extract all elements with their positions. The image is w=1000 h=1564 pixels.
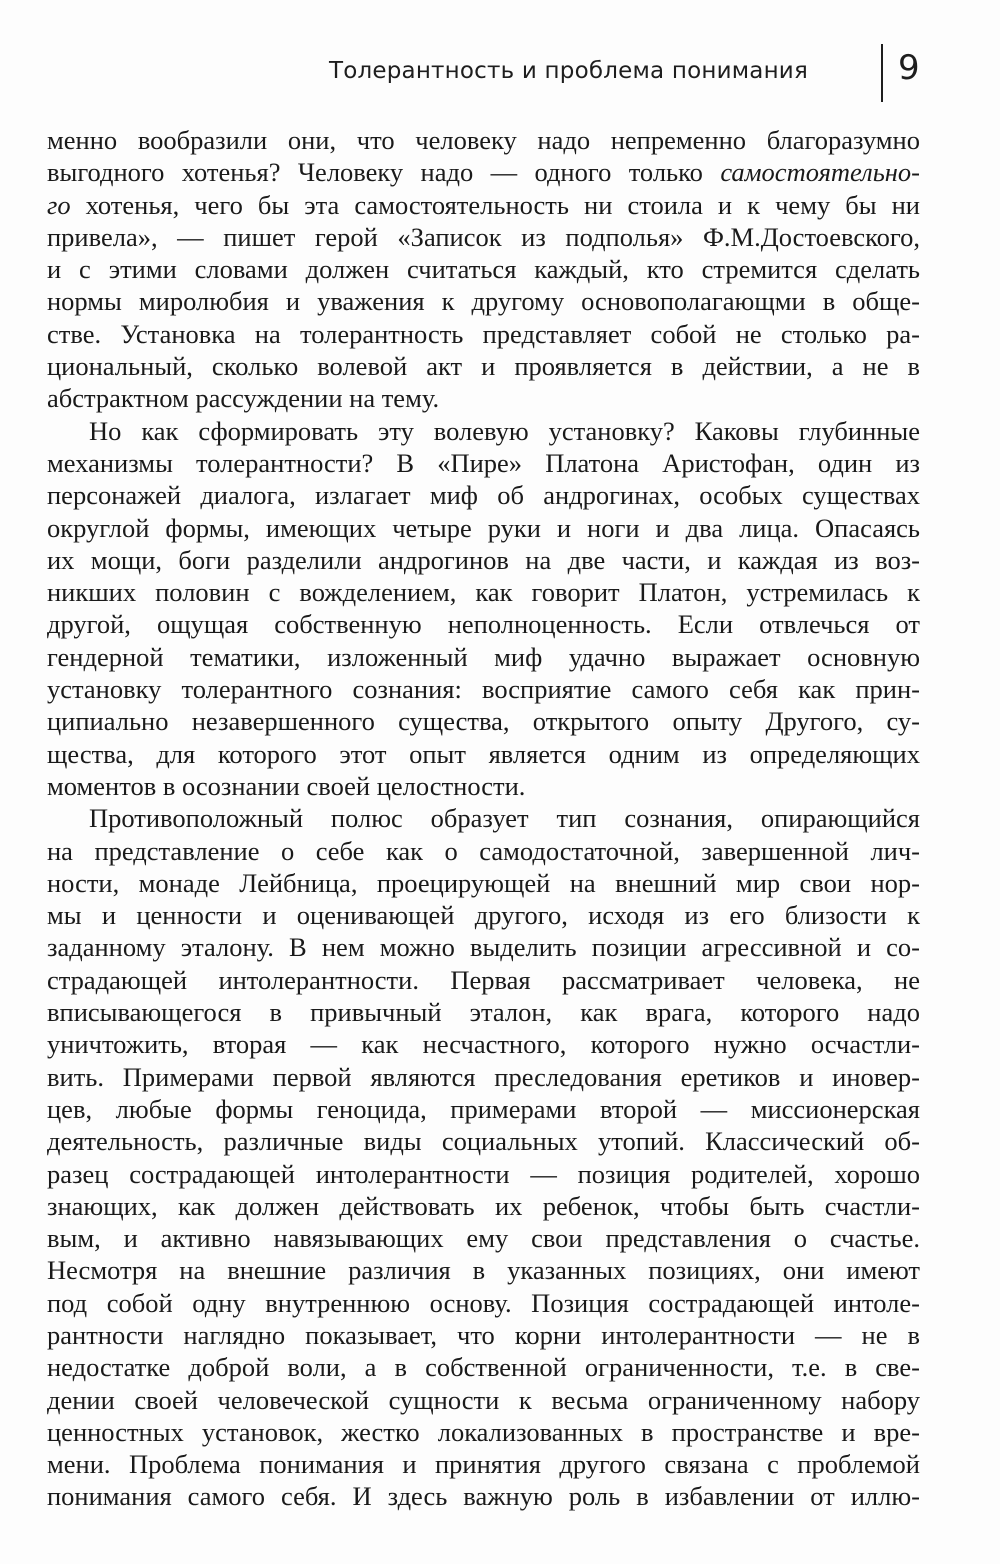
paragraph-2 xyxy=(47,415,920,803)
text-line: разец сострадающей интолерантности — позиция родителей, хорошо xyxy=(47,1158,920,1189)
text-line: недостатке доброй воли, а в собственной ограниченности, т.е. в све- xyxy=(47,1352,920,1383)
text-line: ности, монаде Лейбница, проецирующей на внешний мир свои нор- xyxy=(47,867,920,898)
text-line: уничтожить, вторая — как несчастного, которого нужно осчастли- xyxy=(47,1029,920,1060)
text-line: Несмотря на внешние различия в указанных позициях, они имеют xyxy=(47,1255,920,1286)
text-line: щества, для которого этот опыт является одним из определяющих xyxy=(47,738,920,769)
text-line: понимания самого себя. И здесь важную роль в избавлении от иллю- xyxy=(47,1481,920,1512)
text-line: мени. Проблема понимания и принятия другого связана с проблемой xyxy=(47,1449,920,1480)
text-line: го хотенья, чего бы эта самостоятельность ни стоила и к чему бы ни xyxy=(47,189,920,220)
text-line: дении своей человеческой сущности к весьма ограниченному набору xyxy=(47,1384,920,1415)
text-line: привела», — пишет герой «Записок из подполья» Ф.М.Достоевского, xyxy=(47,221,920,252)
text-line: механизмы толерантности? В «Пире» Платона Аристофан, один из xyxy=(47,447,920,478)
text-line: вым, и активно навязывающих ему свои представления о счастье. xyxy=(47,1223,920,1254)
text-line: Но как сформировать эту волевую установку? Каковы глубинные xyxy=(89,415,920,446)
text-line: их мощи, боги разделили андрогинов на две части, и каждая из воз- xyxy=(47,544,920,575)
italic-text: го xyxy=(47,189,71,220)
text-line: установку толерантного сознания: восприятие самого себя как прин- xyxy=(47,674,920,705)
text-line: абстрактном рассуждении на тему. xyxy=(47,383,440,414)
text-line: никших половин с вожделением, как говорит Платон, устремилась к xyxy=(47,577,920,608)
text-line: вписывающегося в привычный эталон, как врага, которого надо xyxy=(47,997,920,1028)
text-line: ципиально незавершенного существа, открытого опыту Другого, су- xyxy=(47,706,920,737)
text-line: Противоположный полюс образует тип сознания, опирающийся xyxy=(89,803,920,834)
text-line: нормы миролюбия и уважения к другому основополагающми в обще- xyxy=(47,286,920,317)
body-text xyxy=(47,124,920,1513)
text-line: цев, любые формы геноцида, примерами второй — миссионерская xyxy=(47,1093,920,1124)
text-line: на представление о себе как о самодостаточной, завершенной лич- xyxy=(47,835,920,866)
text-line: округлой формы, имеющих четыре руки и ноги и два лица. Опасаясь xyxy=(47,512,920,543)
text-line: под собой одну внутреннюю основу. Позиция сострадающей интоле- xyxy=(47,1287,920,1318)
text-line: вить. Примерами первой являются преследования еретиков и иновер- xyxy=(47,1061,920,1092)
text-line: знающих, как должен действовать их ребенок, чтобы быть счастли- xyxy=(47,1190,920,1221)
text-line: стве. Установка на толерантность представляет собой не столько ра- xyxy=(47,318,920,349)
text-line: менно вообразили они, что человеку надо непременно благоразумно xyxy=(47,125,920,155)
text-line: деятельность, различные виды социальных утопий. Классический об- xyxy=(47,1126,920,1157)
text-line: страдающей интолерантности. Первая рассматривает человека, не xyxy=(47,964,920,995)
running-head-title: Толерантность и проблема понимания xyxy=(328,58,808,84)
text-line: другой, ощущая собственную неполноценность. Если отвлечься от xyxy=(47,609,920,640)
page-number: 9 xyxy=(898,48,920,88)
italic-text: самостоятельно- xyxy=(720,157,920,188)
text-line: заданному эталону. В нем можно выделить позиции агрессивной и со- xyxy=(47,932,920,963)
text-line: рантности наглядно показывает, что корни интолерантности — не в xyxy=(47,1319,920,1350)
paragraph-3 xyxy=(47,802,920,1513)
paragraph-1 xyxy=(47,124,920,415)
text-line: циональный, сколько волевой акт и проявляется в действии, а не в xyxy=(47,351,920,382)
text-line: и с этими словами должен считаться каждый, кто стремится сделать xyxy=(47,254,920,285)
text-line: моментов в осознании своей целостности. xyxy=(47,770,526,801)
text-line: мы и ценности и оценивающей другого, исходя из его близости к xyxy=(47,900,920,931)
text-line: гендерной тематики, изложенный миф удачно выражает основную xyxy=(47,641,920,672)
text-line: персонажей диалога, излагает миф об андрогинах, особых существах xyxy=(47,480,920,511)
header-vertical-rule xyxy=(881,44,883,102)
text-line: выгодного хотенья? Человеку надо — одного только самостоятельно- xyxy=(47,157,920,188)
text-line: ценностных установок, жестко локализованных в пространстве и вре- xyxy=(47,1416,920,1447)
